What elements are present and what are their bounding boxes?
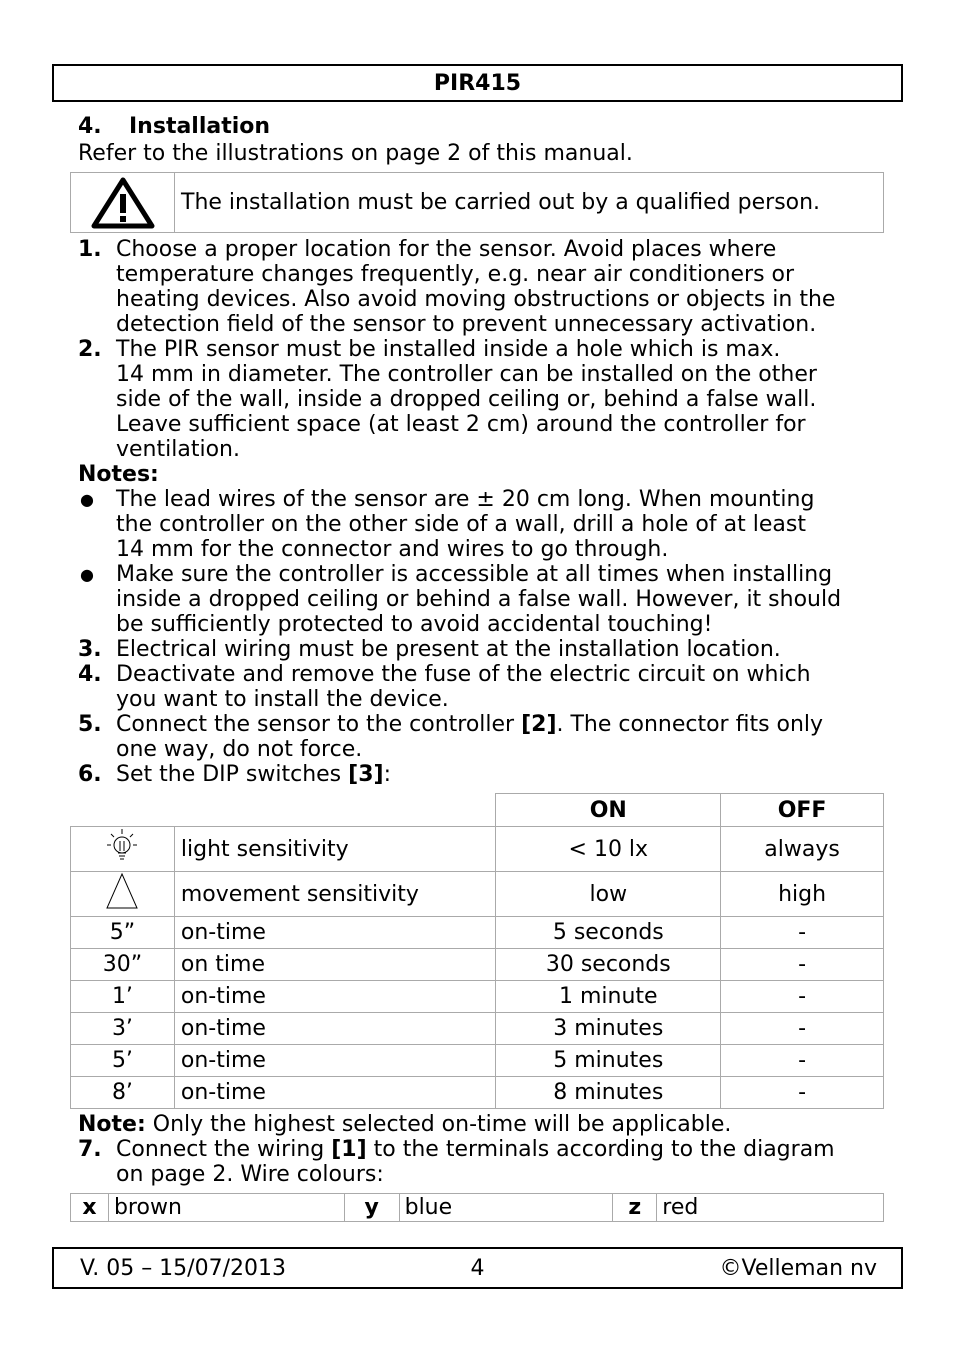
step-1 [78, 237, 878, 337]
step-line: Electrical wiring must be present at the installation location. [116, 637, 781, 662]
setting-label: light sensitivity [174, 827, 496, 872]
step-line [116, 712, 878, 737]
note-item [78, 487, 878, 562]
notes-heading: Notes: [78, 462, 159, 487]
table-row [71, 1013, 884, 1045]
step-line: ventilation. [116, 437, 240, 462]
wire-key: x [71, 1194, 109, 1222]
table-row [71, 981, 884, 1013]
wire-colour: brown [108, 1194, 344, 1222]
note-text [116, 487, 878, 562]
note-line: the controller on the other side of a wall, drill a hole of at least [116, 512, 806, 537]
warning-triangle-icon [91, 177, 155, 229]
dip-switch-table [70, 793, 884, 1109]
table-header-row [71, 794, 884, 827]
bullet-icon: ● [80, 490, 94, 509]
on-value: < 10 lx [496, 827, 721, 872]
step-line: heating devices. Also avoid moving obstructions or objects in the [116, 287, 836, 312]
setting-label: on-time [174, 981, 496, 1013]
setting-label: on-time [174, 917, 496, 949]
step-number: 3. [78, 637, 102, 662]
step-text-pre: Connect the sensor to the controller [116, 712, 522, 737]
step-number: 5. [78, 712, 102, 737]
on-value: 30 seconds [496, 949, 721, 981]
step-text [116, 1137, 878, 1187]
on-value: 5 seconds [496, 917, 721, 949]
step-number: 2. [78, 337, 102, 362]
step-text-pre: Set the DIP switches [116, 762, 349, 787]
symbol-cell [71, 827, 175, 872]
triangle-icon [105, 872, 139, 910]
step-line [116, 1137, 878, 1162]
step-line: Choose a proper location for the sensor. Avoid places where [116, 237, 777, 262]
on-value: 5 minutes [496, 1045, 721, 1077]
ontime-note [78, 1112, 878, 1137]
table-row [71, 917, 884, 949]
off-value: - [721, 1077, 884, 1109]
table-blank-cell [174, 794, 496, 827]
symbol-cell: 5’ [71, 1045, 175, 1077]
note-line: Make sure the controller is accessible at all times when installing [116, 562, 833, 587]
step-line: The PIR sensor must be installed inside a hole which is max. [116, 337, 781, 362]
table-row [71, 1194, 884, 1222]
off-value: high [721, 872, 884, 917]
off-value: - [721, 1013, 884, 1045]
step-line: detection field of the sensor to prevent unnecessary activation. [116, 312, 817, 337]
table-row [71, 1077, 884, 1109]
step-text [116, 712, 878, 762]
step-number: 1. [78, 237, 102, 262]
on-value: 3 minutes [496, 1013, 721, 1045]
footer-page-number: 4 [470, 1256, 485, 1281]
step-number: 7. [78, 1137, 102, 1162]
setting-label: movement sensitivity [174, 872, 496, 917]
symbol-cell [71, 872, 175, 917]
symbol-cell: 1’ [71, 981, 175, 1013]
step-number: 6. [78, 762, 102, 787]
table-row [71, 949, 884, 981]
step-line: you want to install the device. [116, 687, 449, 712]
step-5 [78, 712, 878, 762]
step-line: temperature changes frequently, e.g. near air conditioners or [116, 262, 795, 287]
off-value: always [721, 827, 884, 872]
note-text [116, 562, 878, 637]
section-title: Installation [129, 114, 271, 139]
note-item [78, 562, 878, 637]
off-value: - [721, 917, 884, 949]
page-header [52, 64, 903, 102]
step-number: 4. [78, 662, 102, 687]
header-title: PIR415 [433, 71, 522, 96]
wire-key: y [344, 1194, 399, 1222]
warning-icon-cell [71, 173, 175, 232]
column-header-on: ON [496, 794, 721, 827]
table-row [71, 872, 884, 917]
off-value: - [721, 949, 884, 981]
symbol-cell: 5” [71, 917, 175, 949]
symbol-cell: 3’ [71, 1013, 175, 1045]
section-heading [78, 114, 878, 141]
off-value: - [721, 1045, 884, 1077]
on-value: 1 minute [496, 981, 721, 1013]
wire-colour: red [657, 1194, 884, 1222]
table-row [71, 1045, 884, 1077]
step-7 [78, 1137, 878, 1187]
figure-ref: [1] [331, 1137, 367, 1162]
figure-ref: [2] [521, 712, 557, 737]
on-value: low [496, 872, 721, 917]
step-line: Deactivate and remove the fuse of the electric circuit on which [116, 662, 811, 687]
off-value: - [721, 981, 884, 1013]
page-footer [52, 1247, 903, 1289]
symbol-cell: 8’ [71, 1077, 175, 1109]
step-line: one way, do not force. [116, 737, 363, 762]
step-line: 14 mm in diameter. The controller can be installed on the other [116, 362, 817, 387]
step-text [116, 662, 878, 712]
table-blank-cell [71, 794, 175, 827]
note-line: be sufficiently protected to avoid accidental touching! [116, 612, 713, 637]
figure-ref: [3] [348, 762, 384, 787]
step-line: Leave sufficient space (at least 2 cm) around the controller for [116, 412, 806, 437]
step-text-post: to the terminals according to the diagram [366, 1137, 835, 1162]
wire-colours-table [70, 1193, 884, 1222]
lightbulb-icon [105, 827, 139, 865]
on-value: 8 minutes [496, 1077, 721, 1109]
setting-label: on-time [174, 1077, 496, 1109]
symbol-cell: 30” [71, 949, 175, 981]
wire-key: z [613, 1194, 657, 1222]
footer-version: V. 05 – 15/07/2013 [80, 1256, 286, 1281]
note-line: 14 mm for the connector and wires to go through. [116, 537, 669, 562]
step-line [116, 762, 878, 787]
step-text-pre: Connect the wiring [116, 1137, 332, 1162]
warning-text: The installation must be carried out by a qualified person. [181, 190, 821, 215]
step-3 [78, 637, 878, 662]
step-6 [78, 762, 878, 787]
note-text: Only the highest selected on-time will be applicable. [145, 1112, 732, 1137]
bullet-icon: ● [80, 565, 94, 584]
step-text [116, 337, 878, 462]
table-row [71, 827, 884, 872]
column-header-off: OFF [721, 794, 884, 827]
main-content [78, 114, 878, 1222]
note-line: The lead wires of the sensor are ± 20 cm long. When mounting [116, 487, 815, 512]
step-line: on page 2. Wire colours: [116, 1162, 384, 1187]
setting-label: on time [174, 949, 496, 981]
warning-box [70, 172, 884, 233]
footer-copyright: ©Velleman nv [719, 1256, 877, 1281]
note-line: inside a dropped ceiling or behind a false wall. However, it should [116, 587, 842, 612]
step-4 [78, 662, 878, 712]
section-number: 4. [78, 114, 102, 139]
step-text [116, 237, 878, 337]
note-label: Note: [78, 1112, 146, 1137]
step-line: side of the wall, inside a dropped ceiling or, behind a false wall. [116, 387, 817, 412]
setting-label: on-time [174, 1045, 496, 1077]
wire-colour: blue [399, 1194, 613, 1222]
section-intro: Refer to the illustrations on page 2 of this manual. [78, 141, 633, 166]
setting-label: on-time [174, 1013, 496, 1045]
step-2 [78, 337, 878, 462]
step-text-post: . The connector fits only [556, 712, 824, 737]
step-text-post: : [383, 762, 391, 787]
